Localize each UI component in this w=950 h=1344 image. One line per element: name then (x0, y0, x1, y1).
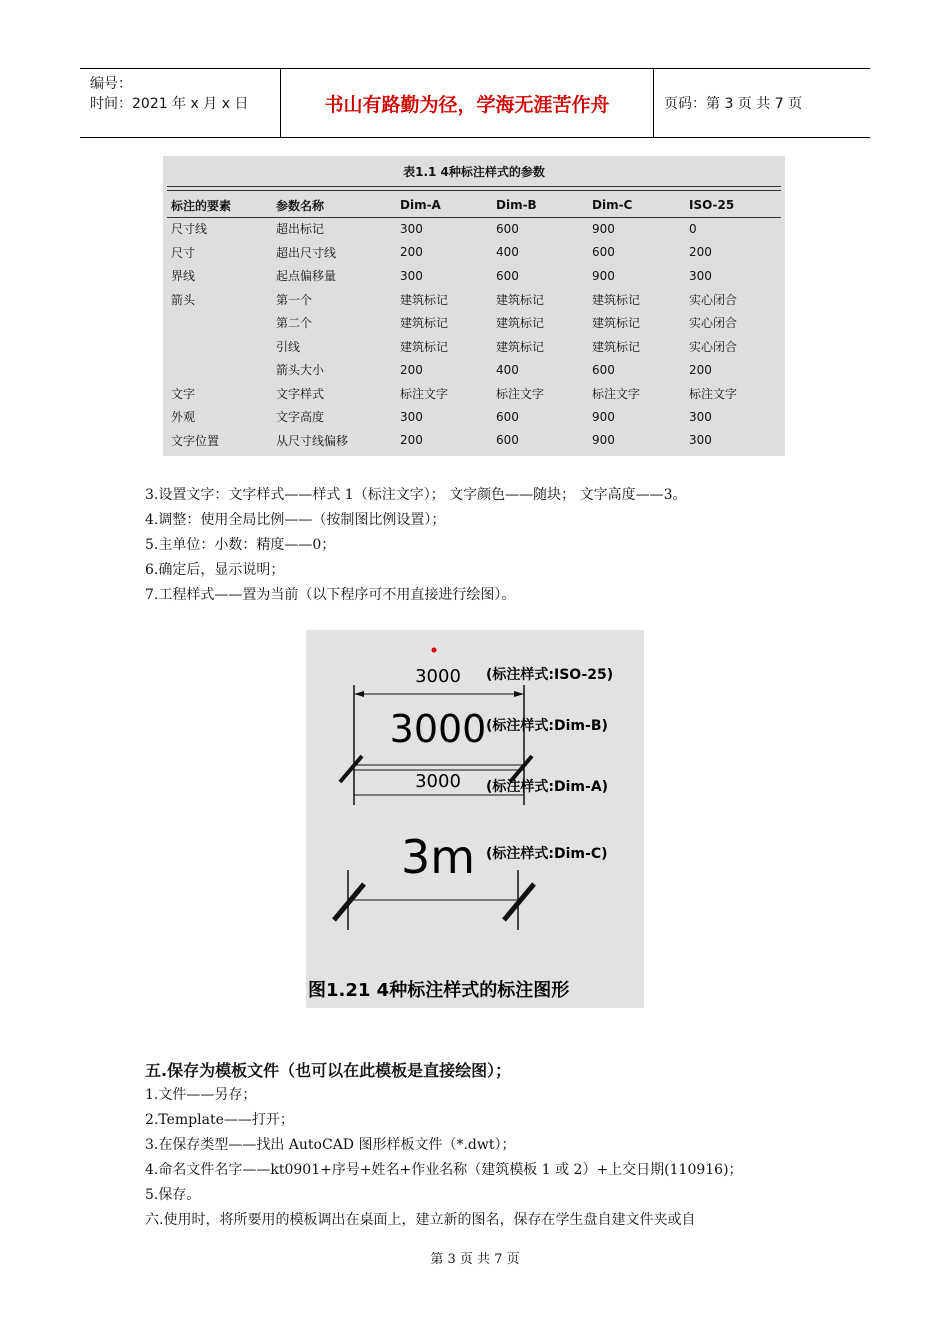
table-cell: 文字高度 (276, 410, 325, 425)
page-header (80, 68, 870, 138)
tick-mark-left-c (334, 884, 364, 920)
table-row (171, 358, 779, 382)
table-row (171, 288, 779, 312)
dim-value-dimb: 3000 (389, 707, 487, 751)
table-cell: 建筑标记 (400, 292, 449, 307)
table-cell: 建筑标记 (496, 339, 545, 354)
table-cell: 标注文字 (689, 386, 738, 401)
table-cell: 0 (689, 221, 697, 236)
dim-value-dimc: 3m (400, 830, 476, 884)
table-cell: 900 (592, 409, 615, 424)
table-cell: 从尺寸线偏移 (276, 433, 349, 448)
table-cell: 200 (689, 245, 712, 260)
table-header-cell: 参数名称 (276, 198, 325, 213)
table-cell: 900 (592, 433, 615, 448)
table-row (171, 429, 779, 453)
table-cell: 尺寸 (171, 245, 196, 260)
header-motto: 书山有路勤为径，学海无涯苦作舟 (281, 69, 654, 137)
table-cell (171, 335, 276, 359)
dim-style-dimc: (标注样式:Dim-C) (486, 846, 608, 862)
table-cell: 200 (400, 362, 423, 377)
step-6-text: 6.确定后，显示说明； (145, 562, 285, 578)
table-rule-top (167, 186, 781, 187)
table-cell: 400 (496, 245, 519, 260)
table-cell: 箭头 (171, 292, 196, 307)
table-cell: 界线 (171, 269, 196, 284)
table-cell: 建筑标记 (592, 316, 641, 331)
table-row (171, 405, 779, 429)
table-cell: 标注文字 (400, 386, 449, 401)
parameter-table-figure (163, 156, 785, 456)
table-header-cell: Dim-B (496, 198, 537, 212)
table-header-cell: 标注的要素 (171, 198, 232, 213)
arrowhead-right (514, 691, 524, 697)
section-5-title: 五.保存为模板文件（也可以在此模板是直接绘图）； (145, 1061, 512, 1080)
table-cell: 300 (400, 409, 423, 424)
table-cell: 600 (592, 362, 615, 377)
table-cell (171, 358, 276, 382)
dim-style-dima: (标注样式:Dim-A) (486, 779, 609, 795)
dim-value-iso25: 3000 (415, 666, 461, 687)
dim-style-iso25: (标注样式:ISO-25) (486, 667, 614, 683)
dimension-style-figure (306, 630, 644, 1008)
table-cell: 引线 (276, 339, 301, 354)
step-7-text: 7.工程样式——置为当前（以下程序可不用直接进行绘图）。 (145, 587, 516, 603)
step-5-text: 5.主单位：小数：精度——0； (145, 537, 336, 553)
table-cell: 第二个 (276, 316, 313, 331)
red-dot-mark (432, 648, 437, 653)
table-cell: 600 (496, 433, 519, 448)
table-cell: 超出尺寸线 (276, 245, 337, 260)
table-row (171, 241, 779, 265)
dimension-drawing (306, 630, 644, 1008)
table-cell: 建筑标记 (496, 292, 545, 307)
table-rule-top-2 (167, 190, 781, 191)
table-cell: 600 (496, 409, 519, 424)
table-cell: 600 (496, 221, 519, 236)
table-cell: 200 (400, 433, 423, 448)
tick-mark-right-c (504, 884, 534, 920)
table-cell: 200 (400, 245, 423, 260)
table-cell: 600 (592, 245, 615, 260)
table-cell: 300 (689, 433, 712, 448)
section-5-item: 3.在保存类型——找出 AutoCAD 图形样板文件（*.dwt）； (145, 1137, 516, 1153)
table-cell: 300 (689, 409, 712, 424)
table-row (171, 335, 779, 359)
table-cell: 900 (592, 268, 615, 283)
table-row (171, 382, 779, 406)
doc-date-label: 时间：2021 年 x 月 x 日 (90, 96, 249, 112)
table-row (171, 217, 779, 241)
table-cell (171, 311, 276, 335)
table-cell: 建筑标记 (400, 339, 449, 354)
header-page-label: 页码：第 3 页 共 7 页 (664, 96, 803, 112)
figure-caption: 图1.21 4种标注样式的标注图形 (308, 980, 570, 1001)
table-cell: 超出标记 (276, 222, 325, 237)
table-cell: 300 (400, 221, 423, 236)
doc-number-label: 编号： (90, 76, 132, 92)
table-cell: 标注文字 (592, 386, 641, 401)
table-caption: 表1.1 4种标注样式的参数 (403, 165, 545, 179)
table-cell: 400 (496, 362, 519, 377)
table-header-cell: Dim-A (400, 198, 441, 212)
table-cell: 箭头大小 (276, 363, 325, 378)
table-cell: 建筑标记 (592, 292, 641, 307)
table-cell: 建筑标记 (496, 316, 545, 331)
step-4-text: 4.调整：使用全局比例——（按制图比例设置）； (145, 512, 446, 528)
table-cell: 实心闭合 (689, 339, 738, 354)
arrowhead-left (354, 691, 364, 697)
dim-style-dimb: (标注样式:Dim-B) (486, 718, 608, 734)
table-cell: 标注文字 (496, 386, 545, 401)
step-3-text: 3.设置文字：文字样式——样式 1（标注文字）； 文字颜色——随块； 文字高度——3。 (145, 487, 687, 503)
table-cell: 900 (592, 221, 615, 236)
table-cell: 建筑标记 (592, 339, 641, 354)
table-header-row (171, 193, 779, 217)
table-cell: 起点偏移量 (276, 269, 337, 284)
tick-mark-left (340, 756, 362, 782)
table-cell: 外观 (171, 410, 196, 425)
section-5-item: 1.文件——另存； (145, 1087, 257, 1103)
section-5-item: 2.Template——打开； (145, 1112, 294, 1128)
table-cell: 文字样式 (276, 386, 325, 401)
table-row (171, 311, 779, 335)
dim-value-dima: 3000 (415, 771, 461, 792)
table-cell: 第一个 (276, 292, 313, 307)
table-cell: 300 (689, 268, 712, 283)
header-meta (80, 69, 281, 137)
parameter-table (171, 193, 779, 452)
table-cell: 200 (689, 362, 712, 377)
table-header-cell: Dim-C (592, 198, 633, 212)
page-footer: 第 3 页 共 7 页 (430, 1252, 520, 1267)
table-cell: 建筑标记 (400, 316, 449, 331)
table-cell: 尺寸线 (171, 222, 208, 237)
table-cell: 实心闭合 (689, 292, 738, 307)
table-cell: 文字 (171, 386, 196, 401)
section-5-item: 5.保存。 (145, 1187, 201, 1203)
table-cell: 300 (400, 268, 423, 283)
section-6-text: 六.使用时，将所要用的模板调出在桌面上，建立新的图名，保存在学生盘自建文件夹或自 (145, 1212, 696, 1228)
section-5-item: 4.命名文件名字——kt0901+序号+姓名+作业名称（建筑模板 1 或 2）+上交日期(110916)； (145, 1162, 743, 1178)
table-cell: 600 (496, 268, 519, 283)
table-cell: 实心闭合 (689, 316, 738, 331)
table-cell: 文字位置 (171, 433, 220, 448)
table-header-cell: ISO-25 (689, 198, 735, 212)
table-row (171, 264, 779, 288)
